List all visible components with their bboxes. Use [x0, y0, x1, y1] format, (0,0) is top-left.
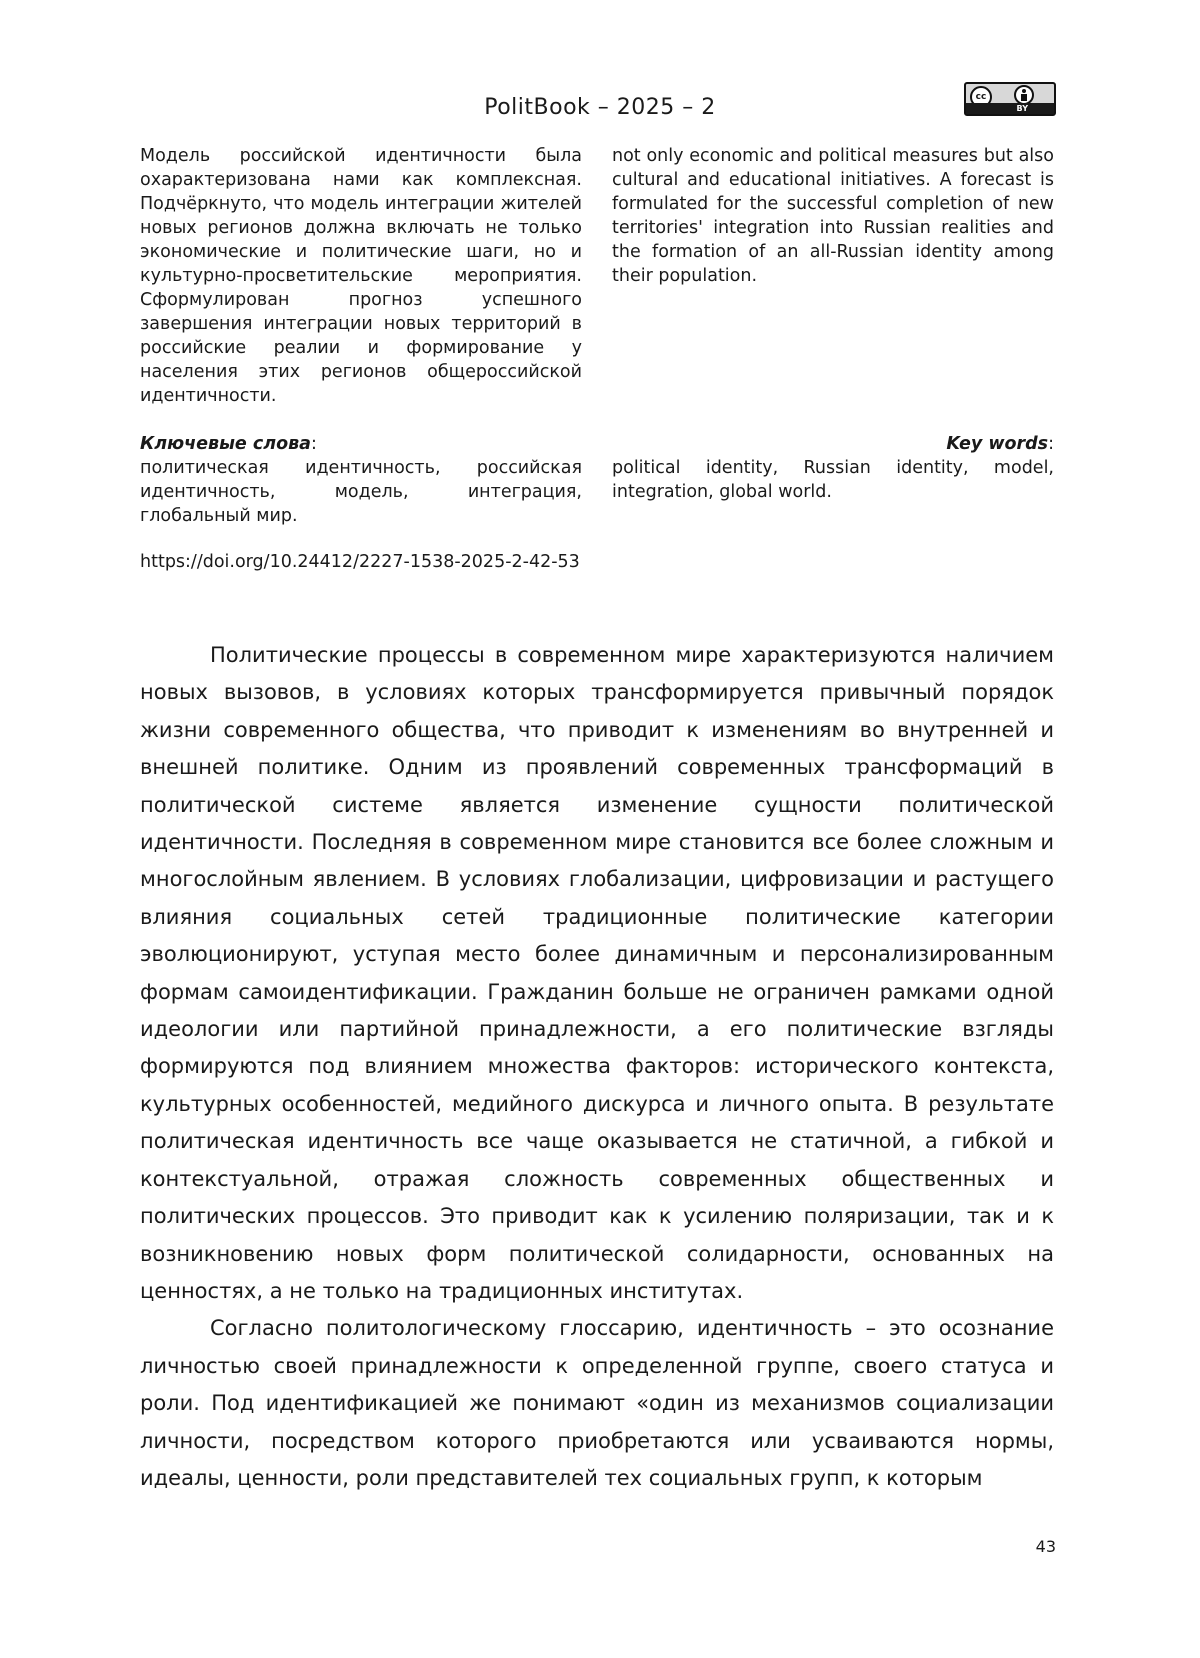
abstract-en-end: not only economic and political measures but also cultural and educational initiatives. A forecast is formulated for the successful completion of new territories' integration into Russian realities and the formation of an all-Russian identity among their population. [612, 146, 1054, 286]
keywords-ru-heading: Ключевые слова [140, 434, 311, 454]
running-head: PolitBook – 2025 – 2 [484, 95, 716, 120]
keywords-ru-colon: : [310, 434, 317, 454]
creative-commons-icon: cc [970, 86, 992, 108]
keywords-en-heading: Key words [946, 434, 1049, 454]
article-body [140, 637, 1054, 1497]
keywords-ru-text: политическая идентичность, российская идентичность, модель, интеграция, глобальный мир. [140, 458, 582, 526]
abstract-ru-end: Модель российской идентичности была охарактеризована нами как комплексная. Подчёркнуто, что модель интеграции жителей новых регионов должна включать не только экономические и политические шаги, но и культурно-просветительские мероприятия. Сформулирован прогноз успешного завершения интеграции новых территорий в российские реалии и формирование у населения этих регионов общероссийской идентичности. [140, 146, 582, 406]
keywords-en-text: political identity, Russian identity, model, integration, global world. [612, 458, 1054, 502]
body-paragraph: Согласно политологическому глоссарию, идентичность – это осознание личностью своей принадлежности к определенной группе, своего статуса и роли. Под идентификацией же понимают «один из механизмов социализации личности, посредством которого приобретаются или усваиваются нормы, идеалы, ценности, роли представителей тех социальных групп, к которым [140, 1316, 1054, 1490]
license-bar [966, 103, 1054, 114]
cc-by-icon [964, 82, 1056, 116]
page-number: 43 [1035, 1537, 1056, 1556]
keywords-en-colon: : [1048, 434, 1054, 454]
doi-link[interactable]: https://doi.org/10.24412/2227-1538-2025-2-42-53 [140, 552, 580, 572]
body-paragraph: Политические процессы в современном мире характеризуются наличием новых вызовов, в условиях которых трансформируется привычный порядок жизни современного общества, что приводит к изменениям во внутренней и внешней политике. Одним из проявлений современных трансформаций в политической системе является изменение сущности политической идентичности. Последняя в современном мире становится все более сложным и многослойным явлением. В условиях глобализации, цифровизации и растущего влияния социальных сетей традиционные политические категории эволюционируют, уступая место более динамичным и персонализированным формам самоидентификации. Гражданин больше не ограничен рамками одной идеологии или партийной принадлежности, а его политические взгляды формируются под влиянием множества факторов: исторического контекста, культурных особенностей, медийного дискурса и личного опыта. В результате политическая идентичность все чаще оказывается не статичной, а гибкой и контекстуальной, отражая сложность современных общественных и политических процессов. Это приводит как к усилению поляризации, так и к возникновению новых форм политической солидарности, основанных на ценностях, а не только на традиционных институтах. [140, 643, 1054, 1303]
license-by-label: BY [1016, 104, 1028, 113]
keywords-en-heading-line [612, 432, 1054, 456]
keywords-ru-block [140, 432, 582, 528]
keywords-en-block [612, 432, 1054, 504]
keywords-ru-heading-line [140, 432, 582, 456]
attribution-person-icon [1014, 85, 1034, 105]
